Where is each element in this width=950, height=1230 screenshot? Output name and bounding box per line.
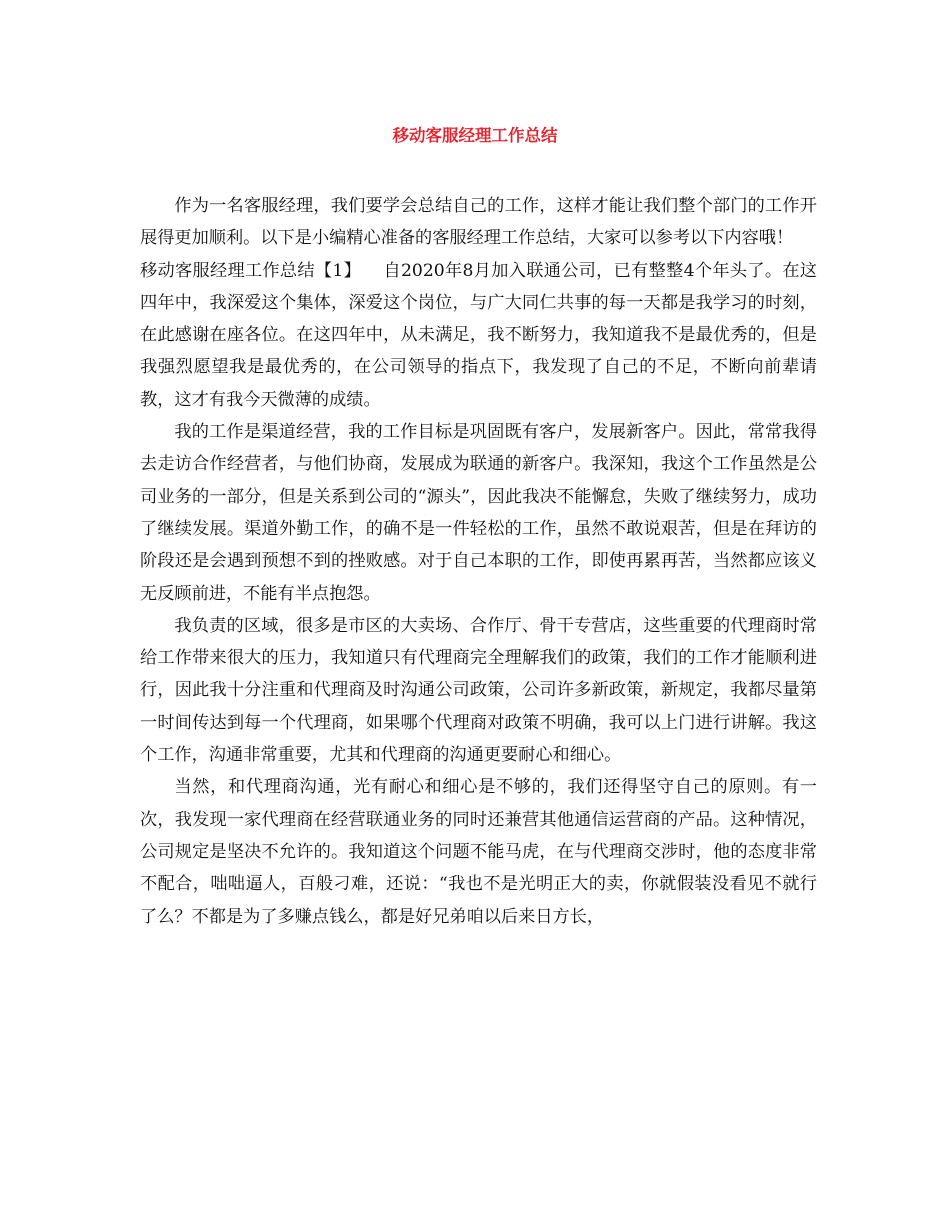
document-body: [140, 190, 817, 933]
body-paragraph-2: 我的工作是渠道经营，我的工作目标是巩固既有客户，发展新客户。因此，常常我得去走访合作经营者，与他们协商，发展成为联通的新客户。我深知，我这个工作虽然是公司业务的一部分，但是关系到公司的“源头”，因此我决不能懈怠，失败了继续努力，成功了继续发展。渠道外勤工作，的确不是一件轻松的工作，虽然不敢说艰苦，但是在拜访的阶段还是会遇到预想不到的挫败感。对于自己本职的工作，即使再累再苦，当然都应该义无反顾前进，不能有半点抱怨。: [140, 422, 817, 604]
body-paragraph-4: 当然，和代理商沟通，光有耐心和细心是不够的，我们还得坚守自己的原则。有一次，我发现一家代理商在经营联通业务的同时还兼营其他通信运营商的产品。这种情况，公司规定是坚决不允许的。我知道这个问题不能马虎，在与代理商交涉时，他的态度非常不配合，咄咄逼人，百般刁难，还说：“我也不是光明正大的卖，你就假装没看见不就行了么？不都是为了多赚点钱么，都是好兄弟咱以后来日方长，: [140, 777, 817, 927]
section-first-paragraph: 自2020年8月加入联通公司，已有整整4个年头了。在这四年中，我深爱这个集体，深爱这个岗位，与广大同仁共事的每一天都是我学习的时刻，在此感谢在座各位。在这四年中，从未满足，我不断努力，我知道我不是最优秀的，但是我强烈愿望我是最优秀的，在公司领导的指点下，我发现了自己的不足，不断向前辈请教，这才有我今天微薄的成绩。: [140, 260, 817, 410]
section-paragraph-1: [140, 255, 817, 416]
body-paragraph-3: 我负责的区域，很多是市区的大卖场、合作厅、骨干专营店，这些重要的代理商时常给工作带来很大的压力，我知道只有代理商完全理解我们的政策，我们的工作才能顺利进行，因此我十分注重和代理商及时沟通公司政策，公司许多新政策，新规定，我都尽量第一时间传达到每一个代理商，如果哪个代理商对政策不明确，我可以上门进行讲解。我这个工作，沟通非常重要，尤其和代理商的沟通更要耐心和细心。: [140, 615, 817, 766]
intro-paragraph: 作为一名客服经理，我们要学会总结自己的工作，这样才能让我们整个部门的工作开展得更加顺利。以下是小编精心准备的客服经理工作总结，大家可以参考以下内容哦！: [140, 196, 817, 249]
document-title: 移动客服经理工作总结: [392, 126, 558, 145]
section-heading: 移动客服经理工作总结【1】: [140, 260, 362, 281]
